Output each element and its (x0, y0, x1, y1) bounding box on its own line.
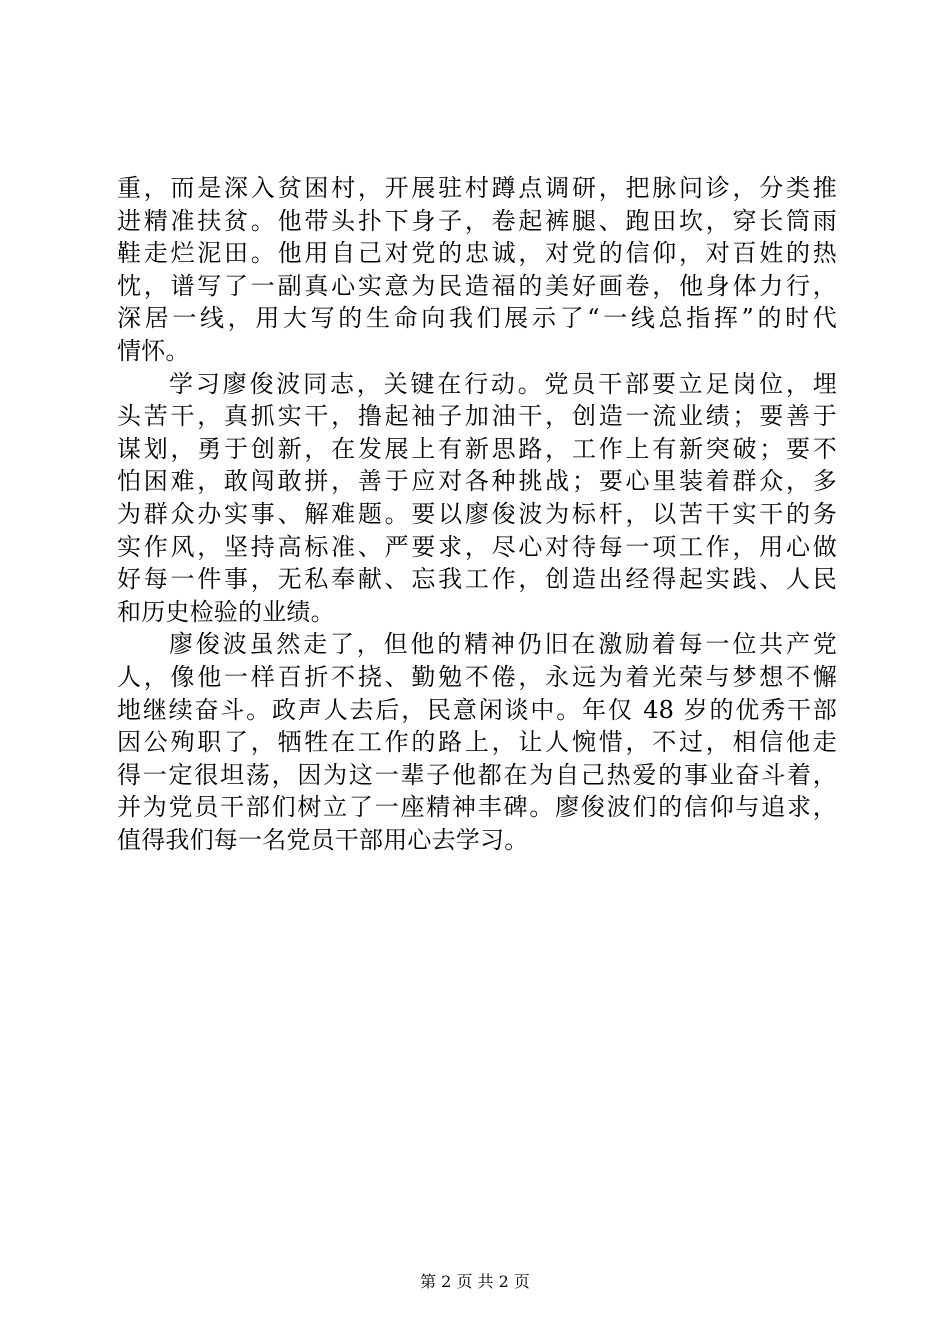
paragraph-line: 实作风，坚持高标准、严要求，尽心对待每一项工作，用心做 (117, 532, 837, 561)
paragraph-line: 人，像他一样百折不挠、勤勉不倦，永远为着光荣与梦想不懈 (117, 662, 837, 691)
page-number-label: 第 2 页 共 2 页 (420, 1272, 530, 1291)
document-body (117, 172, 837, 856)
paragraph-2 (117, 368, 837, 629)
paragraph-line: 得一定很坦荡，因为这一辈子他都在为自己热爱的事业奋斗着， (117, 760, 837, 789)
paragraph-line: 忱，谱写了一副真心实意为民造福的美好画卷，他身体力行， (117, 271, 837, 300)
paragraph-line: 头苦干，真抓实干，撸起袖子加油干，创造一流业绩；要善于 (117, 402, 837, 431)
paragraph-line: 为群众办实事、解难题。要以廖俊波为标杆，以苦干实干的务 (117, 499, 837, 528)
page-footer (0, 1272, 950, 1292)
paragraph-line: 深居一线，用大写的生命向我们展示了“一线总指挥”的时代 (117, 304, 837, 333)
paragraph-line: 重，而是深入贫困村，开展驻村蹲点调研，把脉问诊，分类推 (117, 174, 837, 202)
paragraph-line: 并为党员干部们树立了一座精神丰碑。廖俊波们的信仰与追求， (117, 793, 837, 822)
paragraph-line: 好每一件事，无私奉献、忘我工作，创造出经得起实践、人民 (117, 565, 837, 594)
paragraph-1 (117, 172, 837, 368)
paragraph-line: 廖俊波虽然走了，但他的精神仍旧在激励着每一位共产党 (169, 630, 837, 659)
paragraph-line: 怕困难，敢闯敢拼，善于应对各种挑战；要心里装着群众，多 (117, 467, 837, 496)
paragraph-line: 学习廖俊波同志，关键在行动。党员干部要立足岗位，埋 (169, 369, 837, 398)
paragraph-line: 地继续奋斗。政声人去后，民意闲谈中。年仅 48 岁的优秀干部 (117, 695, 837, 724)
paragraph-line: 鞋走烂泥田。他用自己对党的忠诚，对党的信仰，对百姓的热 (117, 239, 837, 268)
paragraph-line: 情怀。 (117, 336, 190, 365)
paragraph-3 (117, 628, 837, 856)
paragraph-line: 因公殉职了，牺牲在工作的路上，让人惋惜，不过，相信他走 (117, 728, 837, 757)
paragraph-line: 和历史检验的业绩。 (117, 597, 335, 626)
paragraph-line: 谋划，勇于创新，在发展上有新思路，工作上有新突破；要不 (117, 434, 837, 463)
paragraph-line: 值得我们每一名党员干部用心去学习。 (117, 825, 529, 854)
paragraph-line: 进精准扶贫。他带头扑下身子，卷起裤腿、跑田坎，穿长筒雨 (117, 206, 837, 235)
